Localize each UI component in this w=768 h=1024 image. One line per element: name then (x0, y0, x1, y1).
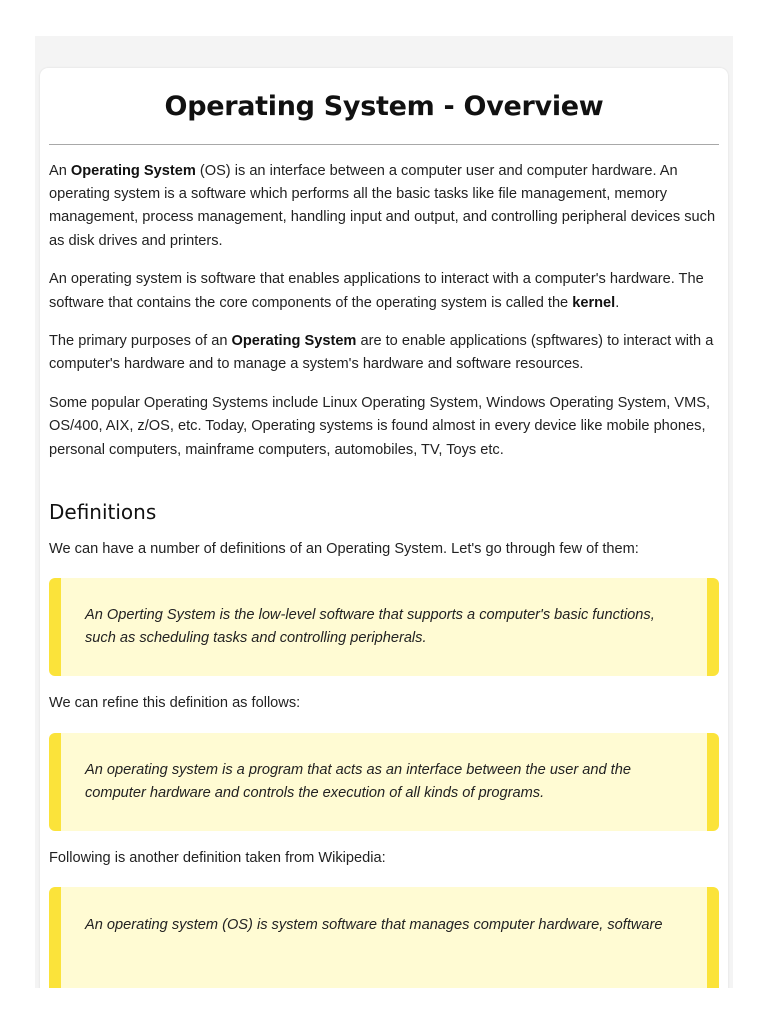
intro-p1-bold: Operating System (70, 163, 196, 179)
intro-paragraph-4: Some popular Operating Systems include Linux Operating System, Windows Operating System, VMS, OS/400, AIX, z/OS, etc. Today, Operating systems is found almost in every device like mobile phones, personal computers, mainframe computers, automobiles, TV, Toys etc. (49, 395, 711, 458)
intro-p1-text-c: (OS) is an interface between a computer user and computer hardware. An operating system is a software which performs all the basic tasks like file management, memory management, process management, handling input and output, and controlling peripheral devices such as disk drives and printers. (49, 163, 716, 249)
page-title: Operating System - Overview (164, 91, 604, 122)
intro-paragraph-3 (49, 330, 719, 376)
wikipedia-intro: Following is another definition taken from Wikipedia: (49, 849, 386, 866)
title-divider (49, 144, 719, 145)
section-heading-definitions: Definitions (49, 499, 157, 524)
intro-paragraph-1 (49, 160, 719, 253)
definition-quote-2 (49, 733, 719, 831)
intro-p2-text-c: . (615, 294, 620, 311)
intro-paragraph-2 (49, 268, 719, 314)
definition-quote-1 (49, 578, 719, 676)
refine-paragraph: We can refine this definition as follows: (49, 695, 301, 712)
article-content (49, 68, 719, 988)
definition-quote-2-text: An operating system is a program that acts as an interface between the user and the computer hardware and controls the execution of all kinds of programs. (85, 761, 631, 801)
definitions-intro: We can have a number of definitions of an Operating System. Let's go through few of them: (49, 540, 639, 557)
intro-p3-bold: Operating System (231, 333, 357, 350)
page-viewport[interactable] (35, 36, 733, 988)
definition-quote-3 (49, 887, 719, 988)
article-card (40, 68, 728, 988)
definition-quote-3-text: An operating system (OS) is system software that manages computer hardware, software (85, 917, 663, 934)
definition-quote-1-text: An Operting System is the low-level software that supports a computer's basic functions, such as scheduling tasks and controlling peripherals. (85, 606, 655, 647)
intro-p2-text-a: An operating system is software that enables applications to interact with a computer's hardware. The software that contains the core components of the operating system is called the (49, 271, 704, 311)
intro-p2-bold: kernel (572, 294, 616, 311)
intro-p1-text-a: An (49, 163, 71, 179)
intro-p3-text-a: The primary purposes of an (49, 333, 232, 350)
intro-p3-text-c: are to enable applications (spftwares) to interact with a computer's hardware and to manage a system's hardware and software resources. (49, 333, 714, 373)
